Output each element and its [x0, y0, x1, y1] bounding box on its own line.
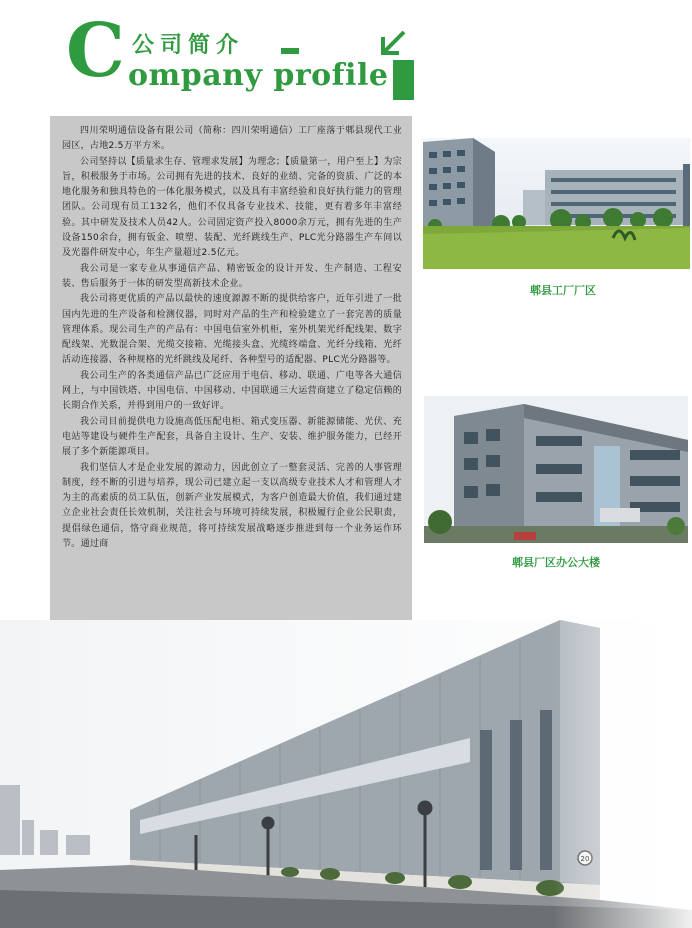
arrow-down-left-icon: [378, 28, 408, 58]
paragraph-partners: 我公司生产的各类通信产品已广泛应用于电信、移动、联通、广电等各大通信网上，与中国铁塔、中国电信、中国移动、中国联通三大运营商建立了稳定信赖的长期合作关系，并得到用户的一致好评。: [62, 370, 402, 412]
paragraph-new-energy: 我公司目前提供电力设施高低压配电柜、箱式变压器、新能源储能、光伏、充电站等建设与硬件生产配套，具备自主设计、生产、安装、维护服务能力，已经开展了多个新能源项目。: [62, 416, 402, 458]
main-plant-photo: [0, 620, 692, 928]
profile-text-panel: [50, 116, 412, 634]
paragraph-products: 我公司将更优质的产品以最快的速度源源不断的提供给客户，近年引进了一批国内先进的生产设备和检测仪器，同时对产品的生产和检验建立了一套完善的质量管理体系。现公司生产的产品有：中国电信室外机柜，室外机架光纤配线架、数字配线架、光数混合架、光缆交接箱、光缆接头盒、光缆终端盒、光纤分线箱、光纤活动连接器、各种规格的光纤跳线及尾纤、各种型号的适配器、PLC光分路器等。: [62, 294, 402, 366]
header-accent-bar: [393, 60, 414, 100]
title-decoration-bar: [281, 48, 299, 54]
title-english: ompany profile: [128, 58, 389, 93]
title-chinese: 公司简介: [132, 33, 245, 58]
title-initial-letter: C: [66, 8, 125, 94]
factory-photo-caption: 郫县工厂厂区: [530, 284, 596, 297]
paragraph-location: 四川荣明通信设备有限公司（简称：四川荣明通信）工厂座落于郫县现代工业园区，占地2.5万平方米。: [62, 126, 402, 152]
office-building-photo: [424, 396, 688, 543]
factory-campus-photo: [423, 138, 690, 269]
paragraph-talent: 我们坚信人才是企业发展的源动力，因此创立了一整套灵活、完善的人事管理制度，经不断的引进与培养，现公司已建立起一支以高级专业技术人才和管理人才为主的高素质的员工队伍，创新产业发展模式，为客户创造最大价值，我们通过建立企业社会责任长效机制，关注社会与环境可持续发展，积极履行企业公民职责，提倡绿色通信，恪守商业规范，将可持续发展战略逐步推进到每一个业务运作环节。通过商: [62, 462, 402, 550]
paragraph-philosophy: 公司坚持以【质量求生存、管理求发展】为理念；【质量第一，用户至上】为宗旨，积极服务于市场。公司拥有先进的技术、良好的业绩、完备的资质、广泛的本地化服务和独具特色的一体化服务模式，以及具有丰富经验和良好执行能力的管理团队。公司现有员工132名，他们不仅具备专业技术、技能，更有着多年丰富经验。其中研发及技术人员42人。公司固定资产投入8000余万元，拥有先进的生产设备150余台，拥有钣金、喷塑、装配、光纤跳线生产、PLC光分路器生产车间以及光器件研发中心，年生产量超过2.5亿元。: [62, 156, 402, 259]
paragraph-business-scope: 我公司是一家专业从事通信产品、精密钣金的设计开发、生产制造、工程安装、售后服务于一体的研发型高新技术企业。: [62, 263, 402, 289]
office-photo-caption: 郫县厂区办公大楼: [512, 556, 600, 569]
